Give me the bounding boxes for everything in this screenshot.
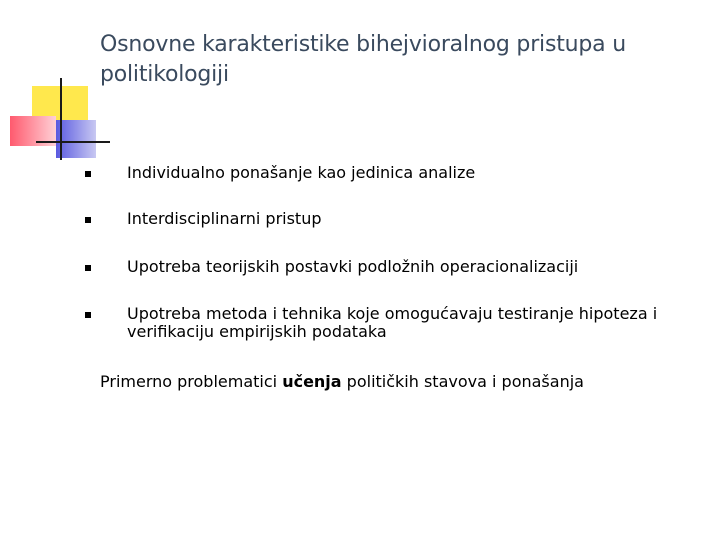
slide-note xyxy=(100,372,700,392)
note-text-after: političkih stavova i ponašanja xyxy=(341,372,584,391)
bullet-text: Upotreba metoda i tehnika koje omogućavaju testiranje hipoteza i verifikaciju empirijskih podataka xyxy=(127,304,658,341)
square-bullet-icon xyxy=(85,171,91,177)
list-item xyxy=(84,164,720,182)
slide-title-line-2: politikologiji xyxy=(100,62,229,87)
slide-title-line-1: Osnovne karakteristike bihejvioralnog pristupa u xyxy=(100,32,626,57)
bullet-text: Upotreba teorijskih postavki podložnih operacionalizaciji xyxy=(127,257,579,276)
bullet-text: Interdisciplinarni pristup xyxy=(127,209,322,228)
square-bullet-icon xyxy=(85,312,91,318)
slide-title xyxy=(100,30,710,90)
list-item xyxy=(84,210,720,228)
bullet-text: Individualno ponašanje kao jedinica analize xyxy=(127,163,476,182)
note-emphasis: učenja xyxy=(282,372,342,391)
square-bullet-icon xyxy=(85,217,91,223)
list-item xyxy=(84,258,720,276)
square-bullet-icon xyxy=(85,265,91,271)
note-text-before: Primerno problematici xyxy=(100,372,283,391)
list-item xyxy=(84,305,720,341)
square-blocks-decoration xyxy=(0,0,110,170)
